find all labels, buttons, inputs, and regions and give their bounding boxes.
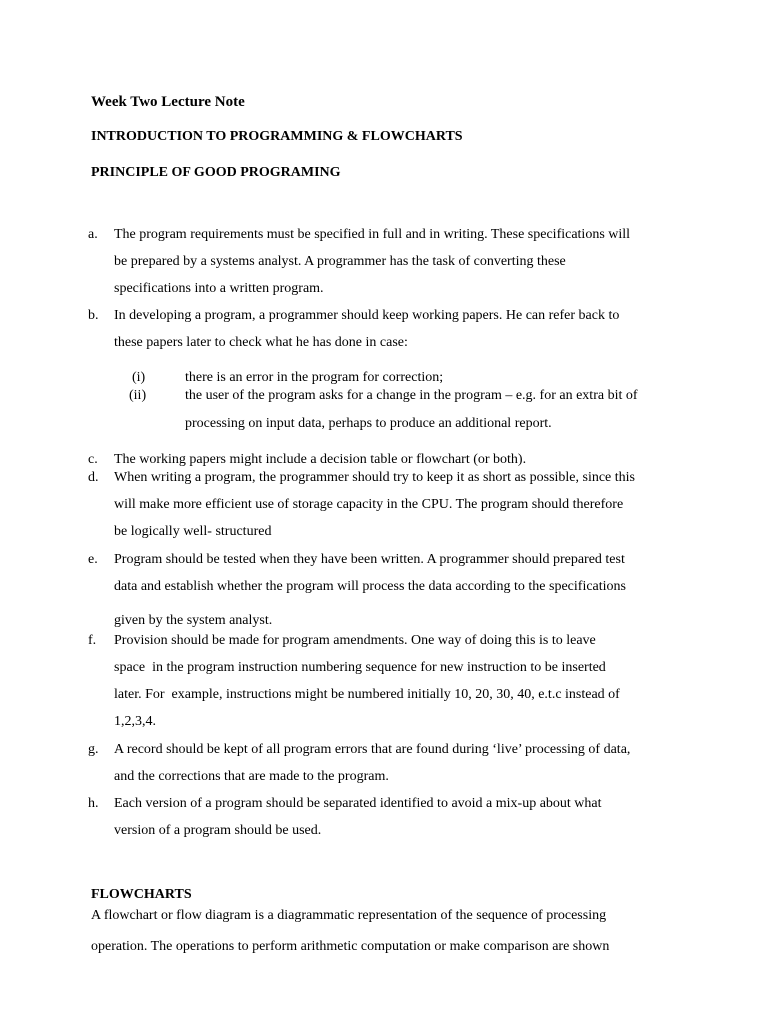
list-label: d.: [88, 470, 99, 485]
list-label: h.: [88, 796, 99, 811]
list-label: a.: [88, 227, 98, 242]
list-line: will make more efficient use of storage capacity in the CPU. The program should therefore: [114, 497, 624, 512]
list-line: A record should be kept of all program errors that are found during ‘live’ processing of data,: [114, 742, 631, 757]
list-line: specifications into a written program.: [114, 281, 324, 296]
list-line: be prepared by a systems analyst. A programmer has the task of converting these: [114, 254, 566, 269]
sublist-line: the user of the program asks for a change in the program – e.g. for an extra bit of: [185, 388, 638, 403]
list-line: In developing a program, a programmer should keep working papers. He can refer back to: [114, 308, 620, 323]
paragraph-line: A flowchart or flow diagram is a diagrammatic representation of the sequence of processing: [91, 908, 607, 923]
list-label: c.: [88, 452, 98, 467]
list-line: these papers later to check what he has done in case:: [114, 335, 408, 350]
list-line: The program requirements must be specified in full and in writing. These specifications will: [114, 227, 631, 242]
sublist-line: processing on input data, perhaps to produce an additional report.: [185, 416, 552, 431]
list-line: and the corrections that are made to the program.: [114, 769, 389, 784]
list-line: data and establish whether the program will process the data according to the specifications: [114, 579, 626, 594]
list-line: space in the program instruction numbering sequence for new instruction to be inserted: [114, 660, 606, 675]
list-line: 1,2,3,4.: [114, 714, 156, 729]
sublist-label: (i): [132, 370, 146, 385]
lecture-heading: Week Two Lecture Note: [91, 94, 245, 110]
sublist-label: (ii): [129, 388, 147, 403]
list-line: The working papers might include a decision table or flowchart (or both).: [114, 452, 527, 467]
list-line: When writing a program, the programmer should try to keep it as short as possible, since this: [114, 470, 636, 485]
paragraph-line: operation. The operations to perform arithmetic computation or make comparison are shown: [91, 939, 610, 954]
list-label: e.: [88, 552, 98, 567]
list-line: Provision should be made for program amendments. One way of doing this is to leave: [114, 633, 596, 648]
list-line: version of a program should be used.: [114, 823, 322, 838]
list-line: later. For example, instructions might be numbered initially 10, 20, 30, 40, e.t.c instead of: [114, 687, 620, 702]
list-line: Program should be tested when they have been written. A programmer should prepared test: [114, 552, 625, 567]
sublist-line: there is an error in the program for correction;: [185, 370, 444, 385]
list-label: g.: [88, 742, 99, 757]
document-title: INTRODUCTION TO PROGRAMMING & FLOWCHARTS: [91, 129, 463, 144]
list-label: f.: [88, 633, 97, 648]
list-line: given by the system analyst.: [114, 613, 273, 628]
list-line: be logically well- structured: [114, 524, 272, 539]
list-label: b.: [88, 308, 99, 323]
flowcharts-heading: FLOWCHARTS: [91, 887, 192, 902]
section-title: PRINCIPLE OF GOOD PROGRAMING: [91, 165, 341, 180]
list-line: Each version of a program should be separated identified to avoid a mix-up about what: [114, 796, 602, 811]
